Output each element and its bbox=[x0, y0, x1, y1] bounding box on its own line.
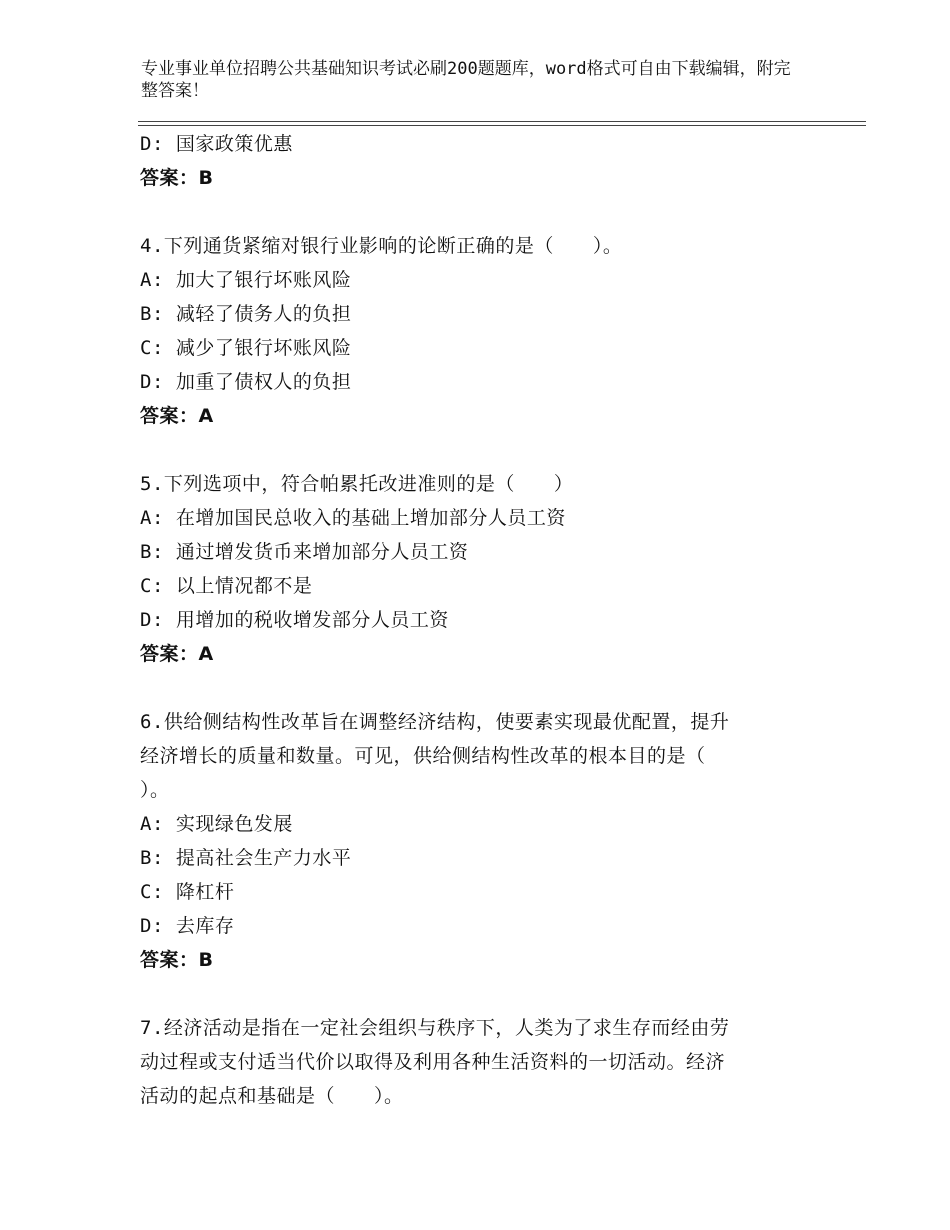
question-stem-line-1: 6.供给侧结构性改革旨在调整经济结构，使要素实现最优配置，提升 bbox=[140, 711, 730, 733]
option-c: C: 降杠杆 bbox=[140, 881, 235, 903]
question-stem-line-1: 7.经济活动是指在一定社会组织与秩序下，人类为了求生存而经由劳 bbox=[140, 1017, 730, 1039]
answer: 答案：A bbox=[140, 643, 214, 665]
page-header: 专业事业单位招聘公共基础知识考试必刷200题题库，word格式可自由下载编辑，附完整答案！ bbox=[141, 59, 791, 101]
answer: 答案：B bbox=[140, 167, 214, 189]
option-a: A: 实现绿色发展 bbox=[140, 813, 293, 835]
question-stem-line-3: ）。 bbox=[140, 779, 170, 801]
option-b: B: 提高社会生产力水平 bbox=[140, 847, 352, 869]
question-stem-line-3: 活动的起点和基础是（ ）。 bbox=[140, 1085, 404, 1107]
document-body bbox=[140, 127, 800, 1113]
answer: 答案：B bbox=[140, 949, 214, 971]
option-d: D: 用增加的税收增发部分人员工资 bbox=[140, 609, 449, 631]
question-4 bbox=[140, 229, 800, 433]
answer: 答案：A bbox=[140, 405, 214, 427]
question-5 bbox=[140, 467, 800, 671]
question-stem: 5.下列选项中，符合帕累托改进准则的是（ ） bbox=[140, 473, 574, 495]
option-b: B: 通过增发货币来增加部分人员工资 bbox=[140, 541, 469, 563]
header-divider bbox=[138, 121, 866, 126]
option-c: C: 以上情况都不是 bbox=[140, 575, 313, 597]
option-d: D: 加重了债权人的负担 bbox=[140, 371, 352, 393]
question-6 bbox=[140, 705, 800, 977]
option-d: D: 去库存 bbox=[140, 915, 235, 937]
option-c: C: 减少了银行坏账风险 bbox=[140, 337, 352, 359]
question-stem-line-2: 经济增长的质量和数量。可见，供给侧结构性改革的根本目的是（ bbox=[140, 745, 706, 767]
option-a: A: 加大了银行坏账风险 bbox=[140, 269, 352, 291]
option-a: A: 在增加国民总收入的基础上增加部分人员工资 bbox=[140, 507, 566, 529]
question-7 bbox=[140, 1011, 800, 1113]
option-d: D: 国家政策优惠 bbox=[140, 133, 293, 155]
question-stem: 4.下列通货紧缩对银行业影响的论断正确的是（ ）。 bbox=[140, 235, 623, 257]
option-b: B: 减轻了债务人的负担 bbox=[140, 303, 352, 325]
question-stem-line-2: 动过程或支付适当代价以取得及利用各种生活资料的一切活动。经济 bbox=[140, 1051, 726, 1073]
